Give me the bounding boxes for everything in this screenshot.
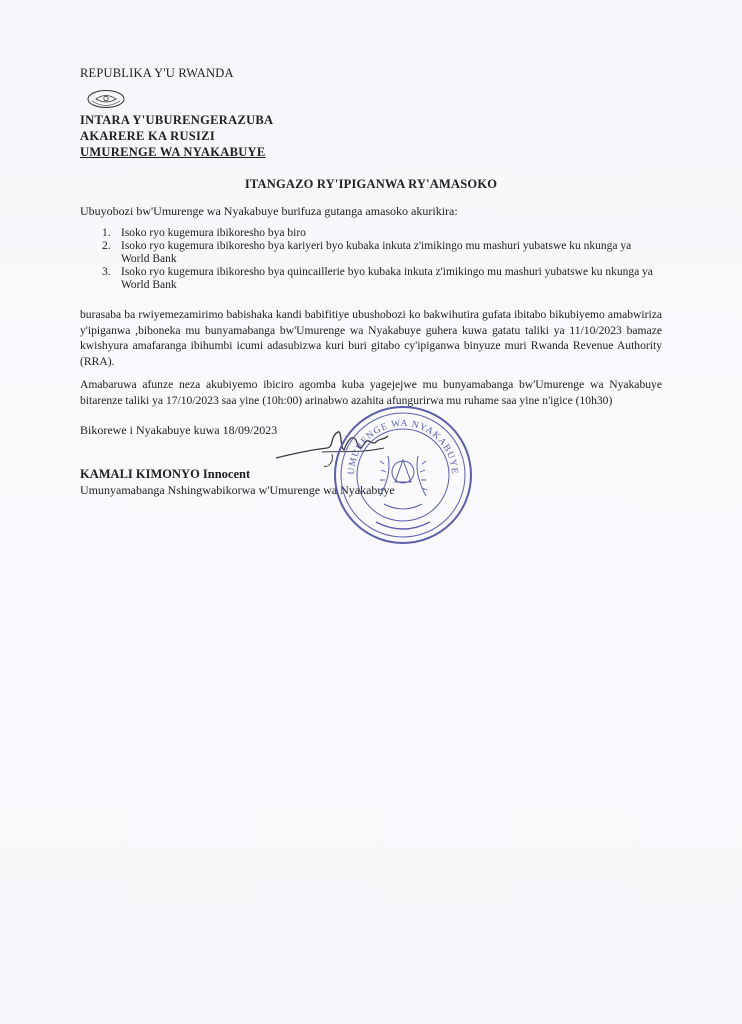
intro-text: Ubuyobozi bw'Umurenge wa Nyakabuye burifuza gutanga amasoko akurikira: (80, 204, 458, 218)
stamp-text: UMURENGE WA NYAKABUYE (346, 418, 460, 475)
sector-heading: UMURENGE WA NYAKABUYE (80, 145, 266, 159)
list-item-number: 2. (102, 240, 111, 252)
list-item (102, 227, 662, 240)
list-item-text: Isoko ryo kugemura ibikoresho bya kariyeri byo kubaka inkuta z'imikingo mu mashuri yubatswe ku nkunga ya World Bank (121, 240, 632, 265)
body-paragraph-1: burasaba ba rwiyemezamirimo babishaka kandi babifitiye ubushobozi ko bakwihutira gufata ibitabo bikubiyemo amabwiriza y'ipiganwa ,biboneka mu bunyamabanga bw'Umurenge wa Nyakabuye guhera kuwa gatatu taliki ya 11/10/2023 bamaze kwishyura amafaranga ibihumbi icumi adasubizwa kuri buri gitabo cy'ipiganwa binyuze muri Rwanda Revenue Authority (RRA). (80, 308, 662, 368)
signer-name: KAMALI KIMONYO Innocent (80, 467, 251, 481)
province-heading: INTARA Y'UBURENGERAZUBA (80, 113, 274, 127)
signer-role: Umunyamabanga Nshingwabikorwa w'Umurenge wa Nyakabuye (80, 483, 395, 497)
body-paragraph-2: Amabaruwa afunze neza akubiyemo ibiciro agomba kuba yagejejwe mu bunyamabanga bw'Umurenge wa Nyakabuye bitarenze taliki ya 17/10/2023 saa yine (10h:00) arinabwo azahita afungurirwa mu ruhame saa yine n'igice (10h30) (80, 378, 662, 407)
list-item-number: 3. (102, 266, 111, 278)
list-item-text: Isoko ryo kugemura ibikoresho bya biro (121, 227, 306, 239)
list-item (102, 266, 662, 292)
official-stamp (332, 404, 474, 546)
district-heading: AKARERE KA RUSIZI (80, 129, 215, 143)
list-item-text: Isoko ryo kugemura ibikoresho bya quincaillerie byo kubaka inkuta z'imikingo mu mashuri yubatswe ku nkunga ya World Bank (121, 266, 653, 291)
document-title: ITANGAZO RY'IPIGANWA RY'AMASOKO (244, 177, 498, 191)
list-item-number: 1. (102, 227, 111, 239)
national-emblem-icon (86, 88, 126, 110)
date-line: Bikorewe i Nyakabuye kuwa 18/09/2023 (80, 423, 278, 437)
list-item (102, 240, 662, 266)
republic-heading: REPUBLIKA Y'U RWANDA (80, 66, 234, 80)
tender-list (102, 227, 662, 292)
